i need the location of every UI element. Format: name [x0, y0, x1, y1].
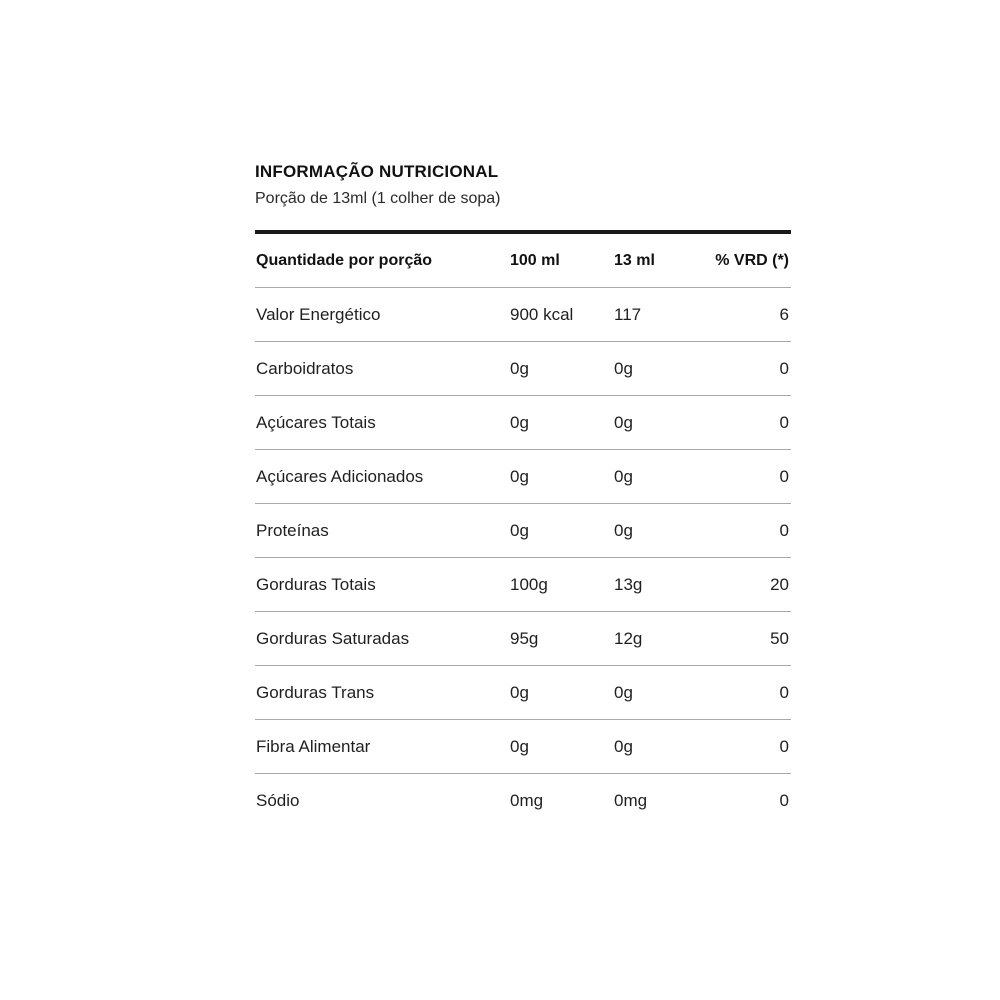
value-vrd: 20 — [770, 575, 789, 594]
table-row — [255, 720, 791, 774]
value-vrd: 0 — [779, 521, 789, 540]
value-vrd: 0 — [779, 683, 789, 702]
nutrition-title: INFORMAÇÃO NUTRICIONAL — [255, 162, 499, 181]
value-per-13ml: 12g — [614, 629, 643, 648]
table-header-row — [255, 234, 791, 288]
value-per-100ml: 0g — [510, 359, 529, 378]
value-per-13ml: 0g — [614, 359, 633, 378]
nutrient-name: Carboidratos — [256, 359, 354, 378]
value-per-100ml: 100g — [510, 575, 548, 594]
value-per-13ml: 0g — [614, 413, 633, 432]
value-per-13ml: 0g — [614, 737, 633, 756]
value-vrd: 50 — [770, 629, 789, 648]
value-vrd: 0 — [779, 359, 789, 378]
table-row — [255, 558, 791, 612]
column-header-vrd: % VRD (*) — [715, 252, 789, 269]
value-per-100ml: 0mg — [510, 791, 544, 810]
value-per-100ml: 0g — [510, 683, 529, 702]
value-per-13ml: 117 — [614, 305, 642, 324]
table-row — [255, 288, 791, 342]
nutrient-name: Açúcares Totais — [256, 413, 376, 432]
value-per-13ml: 0g — [614, 521, 633, 540]
table-row — [255, 666, 791, 720]
value-per-100ml: 0g — [510, 467, 529, 486]
value-per-13ml: 0g — [614, 467, 633, 486]
value-per-13ml: 0mg — [614, 791, 648, 810]
nutrition-facts-panel — [255, 160, 791, 810]
column-header-100ml: 100 ml — [510, 252, 560, 269]
value-vrd: 6 — [779, 305, 789, 324]
table-row — [255, 450, 791, 504]
nutrient-name: Fibra Alimentar — [256, 737, 371, 756]
value-per-13ml: 0g — [614, 683, 633, 702]
value-per-100ml: 95g — [510, 629, 539, 648]
value-per-100ml: 0g — [510, 521, 529, 540]
value-vrd: 0 — [779, 467, 789, 486]
nutrient-name: Gorduras Totais — [256, 575, 376, 594]
value-vrd: 0 — [779, 791, 789, 810]
column-header-13ml: 13 ml — [614, 252, 655, 269]
nutrient-name: Gorduras Saturadas — [256, 629, 410, 648]
table-row — [255, 396, 791, 450]
table-row — [255, 774, 791, 827]
nutrition-table — [255, 230, 791, 827]
column-header-nutrient: Quantidade por porção — [256, 252, 433, 269]
value-per-100ml: 0g — [510, 737, 529, 756]
nutrient-name: Valor Energético — [256, 305, 381, 324]
table-row — [255, 612, 791, 666]
value-vrd: 0 — [779, 737, 789, 756]
value-per-13ml: 13g — [614, 575, 643, 594]
nutrient-name: Sódio — [256, 791, 300, 810]
value-vrd: 0 — [779, 413, 789, 432]
table-row — [255, 504, 791, 558]
portion-size: Porção de 13ml (1 colher de sopa) — [255, 190, 501, 207]
nutrient-name: Gorduras Trans — [256, 683, 375, 702]
nutrient-name: Açúcares Adicionados — [256, 467, 424, 486]
table-row — [255, 342, 791, 396]
value-per-100ml: 0g — [510, 413, 529, 432]
nutrient-name: Proteínas — [256, 521, 329, 540]
value-per-100ml: 900 kcal — [510, 305, 574, 324]
